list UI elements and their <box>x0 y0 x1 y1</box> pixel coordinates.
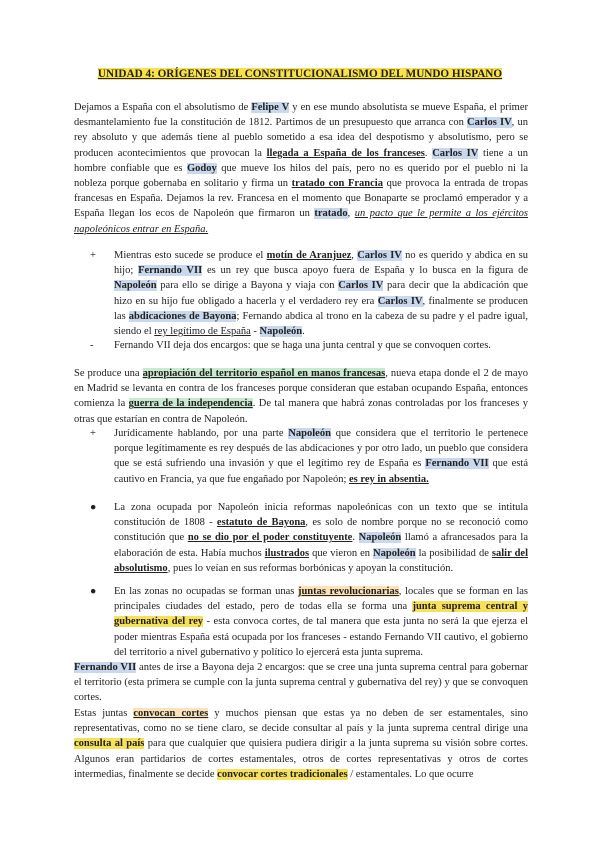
paragraph-fernando-encargos: Fernando VII antes de irse a Bayona deja 2 encargos: que se cree una junta suprema central para gobernar el territorio (esta primera se cumple con la junta suprema central y gubernativa del rey) y que se convoquen cortes. <box>74 662 528 704</box>
list-item-encargos: Fernando VII deja dos encargos: que se haga una junta central y que se convoquen cortes. <box>114 340 491 351</box>
bullet-plus: + <box>90 428 96 439</box>
title-highlight: UNIDAD 4: ORÍGENES DEL CONSTITUCIONALISMO DEL MUNDO HISPANO <box>97 68 503 80</box>
paragraph-cortes: Estas juntas convocan cortes y muchos piensan que estas ya no deben de ser estamentales, sino representativas, como no se tiene claro, se decide consultar al país y la junta suprema central dirige una consulta al país para que cualquier que quisiera pudiera dirigir a la junta suprema su visión sobre cortes. Algunos eran partidarios de cortes estamentales, otros de cortes representativas y otros de cortes intermedias, finalmente se decide convocar cortes tradicionales / estamentales. Lo que ocurre <box>74 708 528 780</box>
list-item-aranjuez: Mientras esto sucede se produce el motín de Aranjuez, Carlos IV no es querido y abdica en su hijo; Fernando VII es un rey que busca apoyo fuera de España y lo busca en la figura de Napoleón para ello se dirige a Bayona y viaja con Carlos IV para decir que la abdicación que hizo en su hijo fue obligado a hacerla y el verdadero rey era Carlos IV, finalmente se producen las abdicaciones de Bayona; Fernando abdica al trono en la cabeza de su padre y el padre igual, siendo el rey legítimo de España - Napoleón. <box>114 250 528 338</box>
bullet-plus: + <box>90 250 96 261</box>
bullet-dot: ● <box>90 502 97 513</box>
bullet-dot: ● <box>90 586 97 597</box>
intro-paragraph: Dejamos a España con el absolutismo de Felipe V y en ese mundo absolutista se mueve España, el primer desmantelamiento fue la constitución de 1812. Partimos de un presupuesto que arranca con Carlos IV, un rey absoluto y que además tiene al pueblo sometido a esa idea del despotismo y absolutismo, pero se producen acontecimientos que provocan la llegada a España de los franceses. Carlos IV tiene a un hombre confiable que es Godoy que mueve los hilos del país, pero no es querido por el pueblo ni la nobleza porque gobernaba en solitario y firma un tratado con Francia que provoca la entrada de tropas francesas en España. Dejamos la rev. Francesa en el momento que Bonaparte se proclamó emperador y a España llegan los ecos de Napoleón que firmaron un tratado, un pacto que le permite a los ejércitos napoleónicos entrar en España. <box>74 102 528 235</box>
bullet-dash: - <box>90 340 94 351</box>
list-item-juridicamente: Jurídicamente hablando, por una parte Napoleón que considera que el territorio le pertenece porque legítimamente es rey después de las abdicaciones y por otro lado, un pueblo que considera que se está sufriendo una invasión y que el legítimo rey de España es Fernando VII que está cautivo en Francia, ya que fue engañado por Napoleón; es rey in absentia. <box>114 428 528 485</box>
paragraph-apropiacion: Se produce una apropiación del territorio español en manos francesas, nueva etapa donde el 2 de mayo en Madrid se levanta en contra de los franceses porque consideran que estaban ocupando España, entonces comienza la guerra de la independencia. De tal manera que habrá zonas controladas por los franceses y otras que estarían en contra de Napoleón. <box>74 368 528 425</box>
list-item-juntas: En las zonas no ocupadas se forman unas juntas revolucionarias, locales que se forman en las principales ciudades del estado, pero de todas ella se forma una junta suprema central y gubernativa del rey - esta convoca cortes, de tal manera que esta junta no será la que ejerza el poder mientras España está ocupada por los franceses - estando Fernando VII cautivo, el gobierno del territorio a nivel gubernativo y político lo ejercerá esta junta suprema. <box>114 586 528 658</box>
page-title <box>0 66 600 82</box>
list-item-estatuto-bayona: La zona ocupada por Napoleón inicia reformas napoleónicas con un texto que se intitula constitución de 1808 - estatuto de Bayona, es solo de nombre porque no se reconoció como constitución que no se dio por el poder constituyente. Napoleón llamó a afrancesados para la elaboración de esta. Había muchos ilustrados que vieron en Napoleón la posibilidad de salir del absolutismo, pues lo veían en sus reformas borbónicas y apoyan la constitución. <box>114 502 529 574</box>
